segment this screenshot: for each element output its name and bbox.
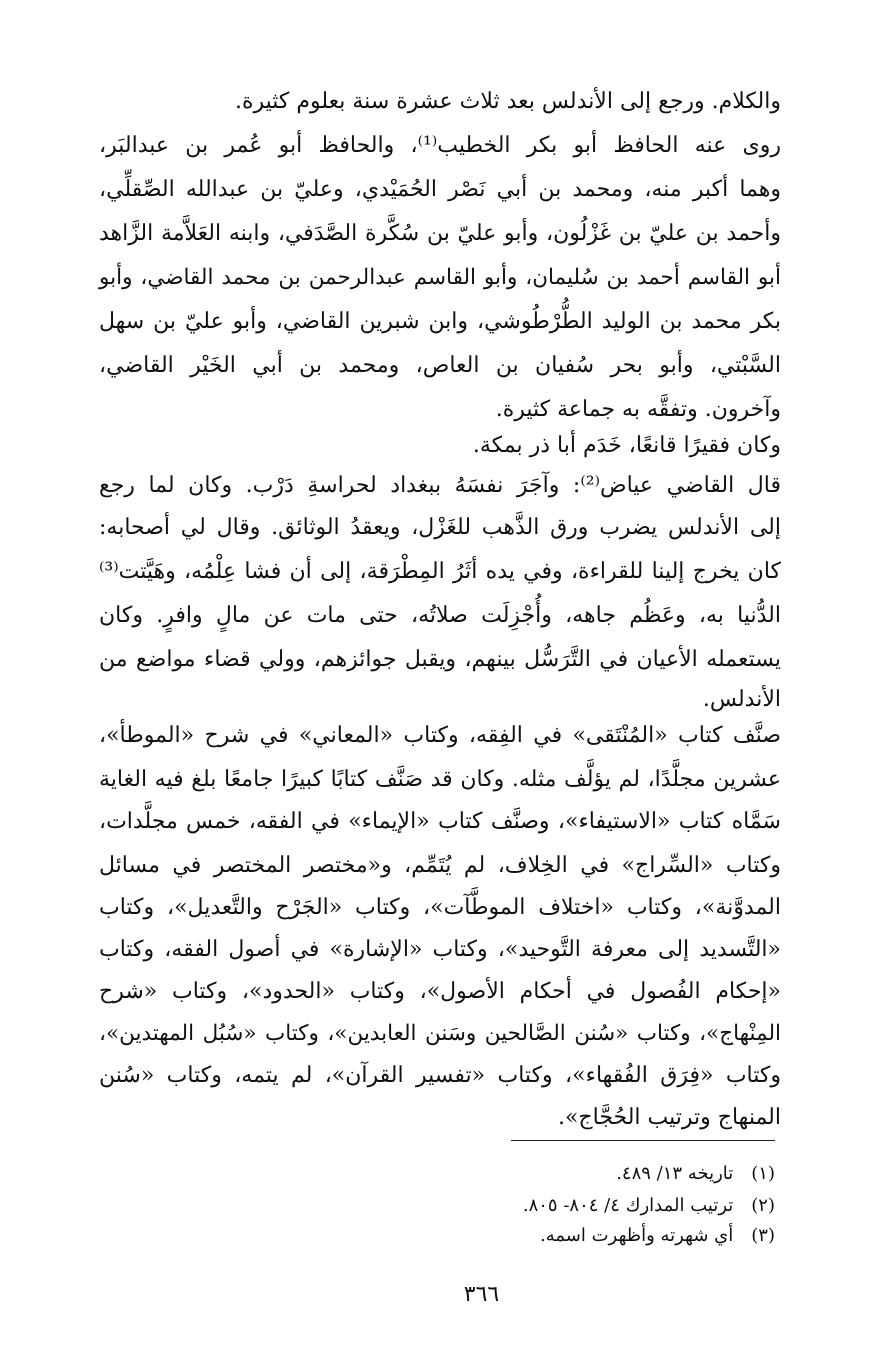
footnote-text: أي شهرته وأظهرت اسمه. xyxy=(539,1225,734,1246)
footnote-number: (٢) xyxy=(751,1195,775,1216)
body-line: وكتاب «فِرَق الفُقهاء»، وكتاب «تفسير القرآن»، لم يتمه، وكتاب «سُنن xyxy=(99,1063,781,1088)
body-line: السَّبْتي، وأبو بحر سُفيان بن العاص، ومحمد بن أبي الخَيْر القاضي، xyxy=(99,353,781,378)
footnote-text: ترتيب المدارك ٤/ ٨٠٤- ٨٠٥. xyxy=(522,1195,734,1216)
body-line: المِنْهاج»، وكتاب «سُنن الصَّالحين وسَنن العابدين»، وكتاب «سُبُل المهتدين»، xyxy=(99,1021,781,1046)
footnote xyxy=(95,1192,775,1220)
footnote-number: (١) xyxy=(751,1163,775,1184)
body-line: والكلام. ورجع إلى الأندلس بعد ثلاث عشرة سنة بعلوم كثيرة. xyxy=(234,89,781,114)
body-line: قال القاضي عياض⁽²⁾: وآجَرَ نفسَهُ ببغداد لحراسةِ دَرْب. وكان لما رجع xyxy=(99,473,782,498)
footnote-separator xyxy=(511,1140,775,1141)
footnote xyxy=(95,1160,775,1188)
page-number: ٣٦٦ xyxy=(463,1282,500,1307)
body-line: وهما أكبر منه، ومحمد بن أبي نَصْر الحُمَيْدي، وعليّ بن عبدالله الصِّقلِّي، xyxy=(99,177,781,202)
body-line: إلى الأندلس يضرب ورق الذَّهب للغَزْل، ويعقدُ الوثائق. وقال لي أصحابه: xyxy=(99,515,781,540)
body-line: صنَّف كتاب «المُنْتَقى» في الفِقه، وكتاب «المعاني» في شرح «الموطأ»، xyxy=(99,723,781,748)
footnote-text: تاريخه ١٣/ ٤٨٩. xyxy=(616,1163,734,1184)
body-line: روى عنه الحافظ أبو بكر الخطيب⁽¹⁾، والحافظ أبو عُمر بن عبدالبَر، xyxy=(99,133,781,158)
body-line: الأندلس. xyxy=(702,687,781,712)
body-line: المنهاج وترتيب الحُجَّاج». xyxy=(557,1105,781,1130)
body-line: الدُّنيا به، وعَظُم جاهه، وأُجْزِلَت صلاتُه، حتى مات عن مالٍ وافرٍ. وكان xyxy=(99,603,781,628)
body-line: سَمَّاه كتاب «الاستيفاء»، وصنَّف كتاب «الإيماء» في الفقه، خمس مجلَّدات، xyxy=(99,809,781,834)
body-line: وكان فقيرًا قانعًا، خَدَم أبا ذر بمكة. xyxy=(472,433,781,458)
body-line: «التَّسديد إلى معرفة التَّوحيد»، وكتاب «الإشارة» في أصول الفقه، وكتاب xyxy=(99,937,781,962)
body-line: «إحكام الفُصول في أحكام الأصول»، وكتاب «الحدود»، وكتاب «شرح xyxy=(99,979,781,1004)
body-line: وأحمد بن عليّ بن غَزْلُون، وأبو عليّ بن سُكَّرة الصَّدَفي، وابنه العَلاَّمة الزَّاهد xyxy=(99,221,781,246)
body-line: أبو القاسم أحمد بن سُليمان، وأبو القاسم عبدالرحمن بن محمد القاضي، وأبو xyxy=(99,265,781,290)
body-line: وآخرون. وتفقَّه به جماعة كثيرة. xyxy=(495,397,781,422)
body-line: يستعمله الأعيان في التَّرَسُّل بينهم، ويقبل جوائزهم، وولي قضاء مواضع من xyxy=(99,647,781,672)
body-line: عشرين مجلَّدًا، لم يؤلَّف مثله. وكان قد صَنَّف كتابًا كبيرًا جامعًا بلغ فيه الغاية xyxy=(99,767,781,792)
body-line: بكر محمد بن الوليد الطُّرْطُوشي، وابن شبرين القاضي، وأبو عليّ بن سهل xyxy=(99,309,781,334)
footnote xyxy=(95,1222,775,1250)
body-line: وكتاب «السِّراج» في الخِلاف، لم يُتَمِّم، و«مختصر المختصر في مسائل xyxy=(99,853,781,878)
body-line: المدوَّنة»، وكتاب «اختلاف الموطَّآت»، وكتاب «الجَرْح والتَّعديل»، وكتاب xyxy=(99,895,781,920)
footnote-number: (٣) xyxy=(751,1225,775,1246)
body-line: كان يخرج إلينا للقراءة، وفي يده أثَرُ المِطْرَقة، إلى أن فشا عِلْمُه، وهَيَّتت⁽³⁾ xyxy=(99,559,781,584)
